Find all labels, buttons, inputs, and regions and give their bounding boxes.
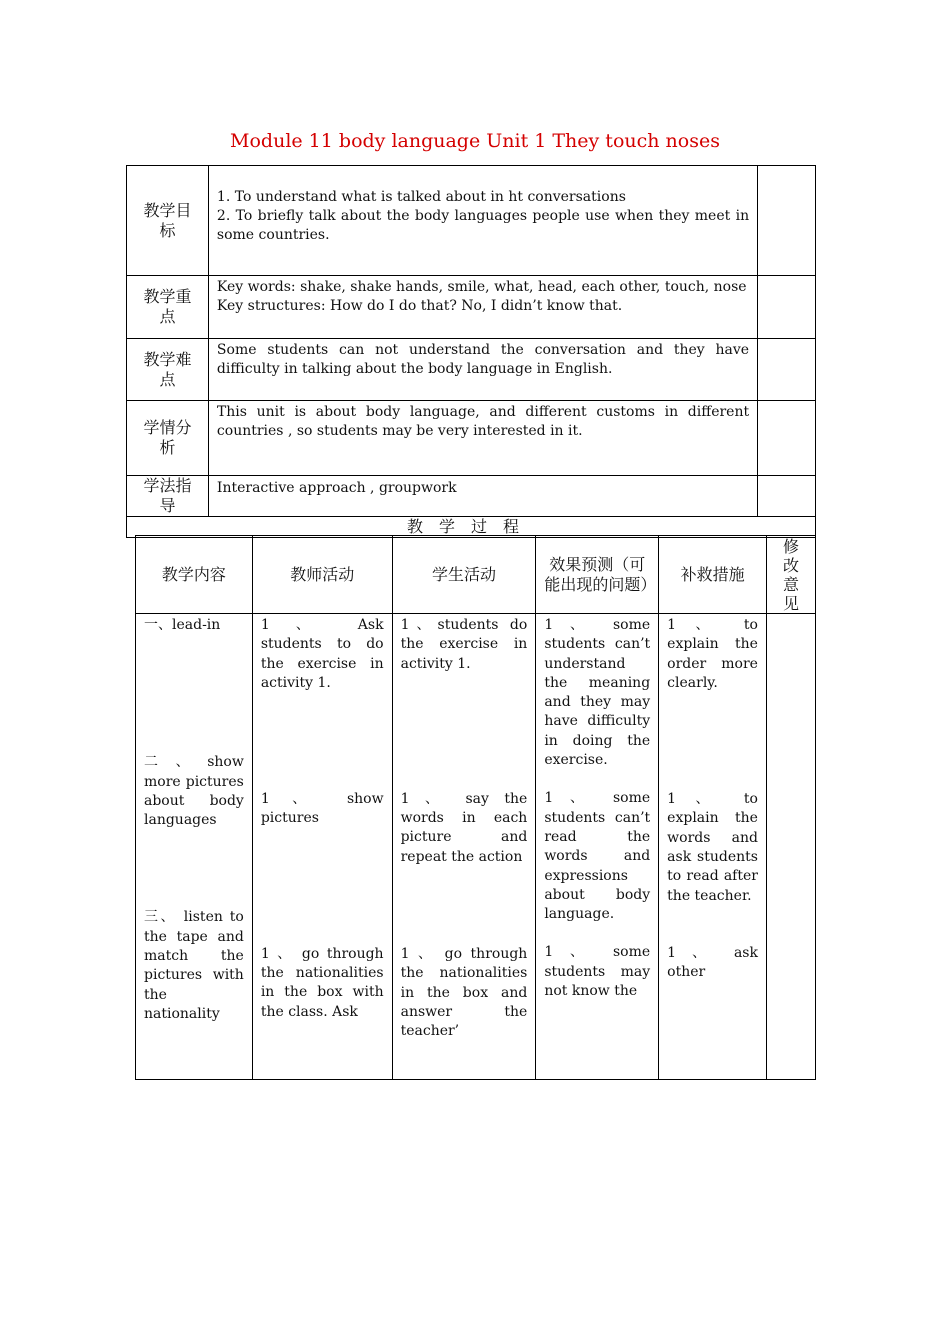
teacher-step-1: 1 、 Ask students to do the exercise in activity 1. <box>260 617 384 691</box>
header-expected-effect: 效果预测（可能出现的问题） <box>536 536 659 614</box>
teacher-step-3: 1 、 go through the nationalities in the box with the class. Ask <box>260 945 384 1020</box>
content-learning-method: Interactive approach , groupwork <box>208 476 757 517</box>
notes-cell <box>758 166 816 276</box>
header-student-activity: 学生活动 <box>392 536 536 614</box>
process-table <box>135 535 816 1080</box>
notes-cell <box>758 401 816 476</box>
remedy-step-3: 1 、 ask other <box>667 944 758 981</box>
process-heading: 教学过程 <box>127 517 816 538</box>
content-student-analysis: This unit is about body language, and different customs in different countries , so students may be very interested in it. <box>208 401 757 476</box>
revision-column <box>766 614 815 1080</box>
remedy-step-1: 1 、 to explain the order more clearly. <box>667 617 758 691</box>
teacher-column <box>252 614 392 1080</box>
document-title: Module 11 body language Unit 1 They touch noses <box>230 130 720 152</box>
header-teaching-content: 教学内容 <box>136 536 253 614</box>
notes-cell <box>758 276 816 339</box>
label-difficult-points: 教学难点 <box>127 339 209 401</box>
effect-step-3: 1 、 some students may not know the <box>544 944 651 1000</box>
notes-cell <box>758 476 816 517</box>
content-teaching-goals: 1. To understand what is talked about in ht conversations 2. To briefly talk about the body languages people use when they meet in some countries. <box>208 166 757 276</box>
remedy-step-2: 1 、 to explain the words and ask students to read after the teacher. <box>667 791 758 904</box>
label-learning-method: 学法指导 <box>127 476 209 517</box>
student-step-3: 1 、 go through the nationalities in the box and answer the teacher’ <box>400 946 528 1040</box>
student-step-1: 1、students do the exercise in activity 1. <box>400 617 528 672</box>
notes-cell <box>758 339 816 401</box>
effect-step-2: 1 、 some students can’t read the words and expressions about body language. <box>544 790 651 923</box>
effect-step-1: 1 、 some students can’t understand the meaning and they may have difficulty in doing the exercise. <box>544 617 651 769</box>
content-column <box>136 614 253 1080</box>
content-step-2: 二 、 show more pictures about body languages <box>144 754 244 829</box>
content-step-3: 三、 listen to the tape and match the pictures with the nationality <box>144 909 244 1022</box>
content-step-1: 一、lead-in <box>144 617 221 633</box>
teacher-step-2: 1 、 show pictures <box>260 791 384 827</box>
label-student-analysis: 学情分析 <box>127 401 209 476</box>
remedy-column <box>659 614 767 1080</box>
header-teacher-activity: 教师活动 <box>252 536 392 614</box>
student-column <box>392 614 536 1080</box>
content-difficult-points: Some students can not understand the conversation and they have difficulty in talking about the body language in English. <box>208 339 757 401</box>
effect-column <box>536 614 659 1080</box>
header-remedial-measures: 补救措施 <box>659 536 767 614</box>
objectives-table <box>126 165 816 538</box>
label-teaching-goals: 教学目标 <box>127 166 209 276</box>
content-key-points: Key words: shake, shake hands, smile, what, head, each other, touch, nose Key structures: How do I do that? No, I didn’t know that. <box>208 276 757 339</box>
student-step-2: 1 、 say the words in each picture and repeat the action <box>400 790 528 865</box>
label-key-points: 教学重点 <box>127 276 209 339</box>
header-revision-notes: 修改意见 <box>766 536 815 614</box>
